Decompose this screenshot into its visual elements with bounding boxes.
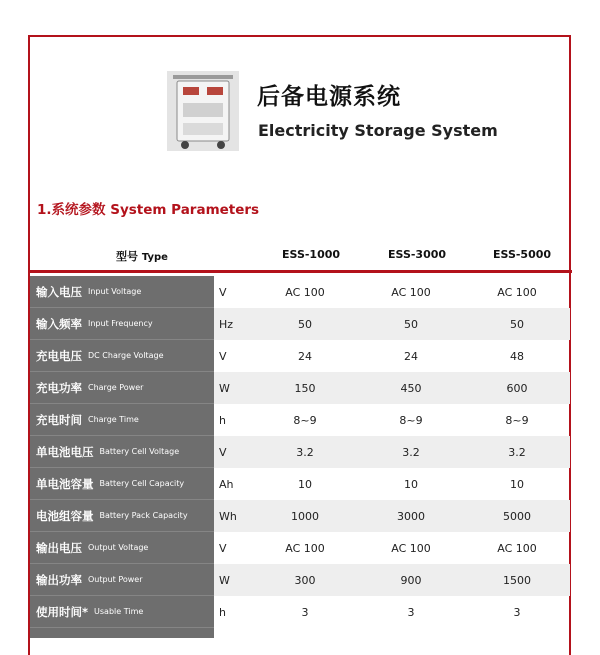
row-label: 单电池电压 Battery Cell Voltage	[30, 436, 214, 468]
table-row	[30, 500, 570, 532]
row-unit: V	[219, 541, 227, 555]
cell-ess-3000: 3.2	[358, 436, 464, 468]
table-row	[30, 308, 570, 340]
cell-ess-3000: 24	[404, 349, 418, 363]
cell-ess-1000: 50	[252, 308, 358, 340]
cell-ess-3000: AC 100	[391, 285, 431, 299]
cell-ess-1000: 1000	[252, 500, 358, 532]
cell-ess-3000: 3	[407, 605, 415, 619]
row-label: 充电时间 Charge Time	[30, 404, 214, 436]
row-unit: Hz	[214, 308, 252, 340]
table-row	[30, 372, 570, 404]
cell-ess-1000: AC 100	[285, 541, 325, 555]
cell-ess-3000: 900	[358, 564, 464, 596]
row-label: 电池组容量 Battery Pack Capacity	[30, 500, 214, 532]
table-row	[30, 564, 570, 596]
row-unit: V	[219, 285, 227, 299]
cell-ess-5000: AC 100	[497, 285, 537, 299]
row-label: 使用时间* Usable Time	[30, 596, 214, 628]
cell-ess-5000: 3	[513, 605, 521, 619]
cell-ess-3000: 10	[404, 477, 418, 491]
cell-ess-5000: 8~9	[505, 413, 529, 427]
parameters-table	[30, 276, 570, 628]
cell-ess-3000: 3000	[358, 500, 464, 532]
table-row	[30, 596, 570, 628]
row-label: 充电电压 DC Charge Voltage	[30, 340, 214, 372]
row-unit: h	[219, 413, 226, 427]
row-unit: W	[214, 564, 252, 596]
document-title-en: Electricity Storage System	[258, 121, 498, 140]
table-row	[30, 340, 570, 372]
cell-ess-3000: 50	[358, 308, 464, 340]
cell-ess-5000: 5000	[464, 500, 570, 532]
table-row	[30, 532, 570, 564]
row-unit: V	[219, 349, 227, 363]
cell-ess-3000: 8~9	[399, 413, 423, 427]
row-label: 充电功率 Charge Power	[30, 372, 214, 404]
header-divider	[30, 270, 572, 273]
cell-ess-5000: 600	[464, 372, 570, 404]
product-image	[167, 71, 239, 151]
table-row	[30, 404, 570, 436]
table-row	[30, 436, 570, 468]
cell-ess-1000: 300	[252, 564, 358, 596]
row-label: 输入频率 Input Frequency	[30, 308, 214, 340]
cell-ess-5000: 3.2	[464, 436, 570, 468]
cell-ess-1000: AC 100	[285, 285, 325, 299]
document-title-cn: 后备电源系统	[257, 84, 401, 110]
row-unit: W	[214, 372, 252, 404]
table-continuation	[30, 628, 214, 638]
row-label: 输出电压 Output Voltage	[30, 532, 214, 564]
row-unit: Wh	[214, 500, 252, 532]
table-header-type-cn: 型号	[116, 250, 138, 263]
row-unit: Ah	[219, 477, 234, 491]
cell-ess-1000: 8~9	[293, 413, 317, 427]
cell-ess-1000: 150	[252, 372, 358, 404]
cell-ess-1000: 10	[298, 477, 312, 491]
cell-ess-5000: 1500	[464, 564, 570, 596]
table-header-type-en: Type	[141, 252, 168, 263]
row-label: 输入电压 Input Voltage	[30, 276, 214, 308]
model-header-3: ESS-5000	[493, 248, 552, 261]
cell-ess-1000: 3	[301, 605, 309, 619]
row-label: 输出功率 Output Power	[30, 564, 214, 596]
table-header-type	[116, 248, 168, 264]
row-label: 单电池容量 Battery Cell Capacity	[30, 468, 214, 500]
model-header-1: ESS-1000	[282, 248, 341, 261]
cell-ess-5000: AC 100	[497, 541, 537, 555]
row-unit: V	[214, 436, 252, 468]
row-unit: h	[219, 605, 226, 619]
cell-ess-5000: 48	[510, 349, 524, 363]
table-row	[30, 276, 570, 308]
cell-ess-5000: 50	[464, 308, 570, 340]
table-row	[30, 468, 570, 500]
cell-ess-5000: 10	[510, 477, 524, 491]
cell-ess-3000: 450	[358, 372, 464, 404]
model-header-2: ESS-3000	[388, 248, 447, 261]
cell-ess-1000: 3.2	[252, 436, 358, 468]
cell-ess-1000: 24	[298, 349, 312, 363]
cell-ess-3000: AC 100	[391, 541, 431, 555]
section-title: 1.系统参数 System Parameters	[37, 202, 260, 218]
